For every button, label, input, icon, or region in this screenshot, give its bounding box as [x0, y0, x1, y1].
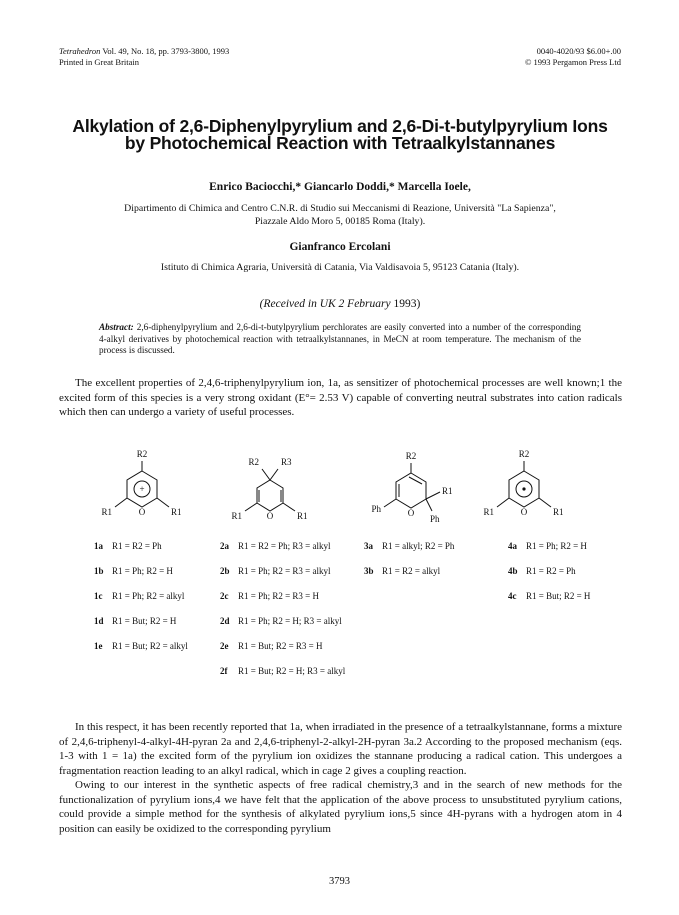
- compound-label: 3b: [364, 566, 374, 576]
- compound-label: 2b: [220, 566, 230, 576]
- s3-bottom-label: Ph: [430, 514, 440, 524]
- compound-def: R1 = Ph; R2 = H; R3 = alkyl: [238, 616, 342, 626]
- compound-def: R1 = R2 = Ph; R3 = alkyl: [238, 541, 331, 551]
- journal-name: Tetrahedron: [59, 46, 101, 56]
- compounds-col-4: [508, 540, 590, 615]
- compound-def: R1 = R2 = Ph: [526, 566, 576, 576]
- compound-label: 2c: [220, 591, 229, 601]
- authors-group-1: Enrico Baciocchi,* Giancarlo Doddi,* Marcella Ioele,: [209, 181, 471, 193]
- compound-label: 1b: [94, 566, 104, 576]
- compound-def: R1 = Ph; R2 = R3 = alkyl: [238, 566, 331, 576]
- compound-def: R1 = Ph; R2 = H: [112, 566, 173, 576]
- paragraph-2b: Owing to our interest in the synthetic aspects of free radical chemistry,3 and in the search of new methods for the functionalization of pyrylium ions,4 we have felt that the application of the above process to unsubstituted pyrylium cations, could provide a simple method for the synthesis of alkylated pyrylium ions,5 since 4H-pyrans with a hydrogen atom in 4 position can easily be oxidized to the corresponding pyrylium: [59, 779, 622, 835]
- journal-citation: Vol. 49, No. 18, pp. 3793-3800, 1993: [100, 46, 230, 56]
- s1-left-label: R1: [101, 507, 112, 517]
- compound-row: [94, 640, 188, 665]
- compound-row: [94, 590, 188, 615]
- compound-label: 1a: [94, 541, 103, 551]
- s2-left-label: R1: [231, 511, 242, 521]
- compound-def: R1 = R2 = alkyl: [382, 566, 441, 576]
- compound-row: [94, 615, 188, 640]
- s1-top-label: R2: [136, 449, 148, 459]
- compound-label: 2d: [220, 616, 230, 626]
- compound-def: R1 = Ph; R2 = alkyl: [112, 591, 185, 601]
- compound-label: 2a: [220, 541, 229, 551]
- compound-row: [220, 565, 345, 590]
- page-number: 3793: [329, 876, 350, 887]
- printed-in: Printed in Great Britain: [59, 57, 140, 67]
- s3-top-label: R2: [405, 451, 417, 461]
- compound-row: [364, 565, 454, 590]
- compounds-col-3: [364, 540, 454, 590]
- compound-row: [508, 565, 590, 590]
- s1-oxygen: O: [138, 507, 146, 517]
- received-year: 1993): [390, 298, 421, 310]
- received-text: (Received in UK 2 February: [259, 298, 391, 310]
- compound-row: [220, 640, 345, 665]
- authors-group-2: Gianfranco Ercolani: [289, 241, 391, 253]
- affiliation-1-line-2: Piazzale Aldo Moro 5, 00185 Roma (Italy).: [254, 216, 426, 227]
- compound-label: 1c: [94, 591, 103, 601]
- compound-label: 4a: [508, 541, 517, 551]
- compound-def: R1 = Ph; R2 = R3 = H: [238, 591, 319, 601]
- ring-2: [257, 480, 283, 511]
- radical-dot: [522, 487, 525, 490]
- compound-row: [220, 615, 345, 640]
- article-code: 0040-4020/93 $6.00+.00: [536, 46, 621, 56]
- compounds-col-2: [220, 540, 345, 690]
- copyright: © 1993 Pergamon Press Ltd: [524, 57, 621, 67]
- compound-row: [94, 565, 188, 590]
- compound-row: [508, 590, 590, 615]
- compound-def: R1 = But; R2 = H: [112, 616, 177, 626]
- paragraph-2a: In this respect, it has been recently reported that 1a, when irradiated in the presence of a tetraalkylstannane, forms a mixture of 2,4,6-triphenyl-4-alkyl-4H-pyran 2a and 2,4,6-triphenyl-2-alkyl-2H-pyran 3a.2 According to the proposed mechanism (eqs. 1-3 with 1 = 1a) the excited form of the pyrylium ion oxidizes the stannane producing a radical cation. This undergoes a fragmentation reaction leading to an alkyl radical, which in cage 2 gives a coupling reaction.: [59, 721, 622, 777]
- compound-def: R1 = But; R2 = H; R3 = alkyl: [238, 666, 346, 676]
- compound-def: R1 = But; R2 = alkyl: [112, 641, 188, 651]
- title-line-2: by Photochemical Reaction with Tetraalkylstannanes: [124, 133, 556, 153]
- compound-label: 2e: [220, 641, 229, 651]
- affiliation-1-line-1: Dipartimento di Chimica and Centro C.N.R. di Studio sui Meccanismi di Reazione, Università "La Sapienza",: [124, 203, 556, 214]
- compound-def: R1 = But; R2 = H: [526, 591, 591, 601]
- s2-right-label: R1: [297, 511, 308, 521]
- compound-label: 3a: [364, 541, 373, 551]
- abstract-text: 2,6-diphenylpyrylium and 2,6-di-t-butylpyrylium perchlorates are easily converted into a number of the corresponding 4-alkyl derivatives by photochemical reaction with tetraalkylstannanes, in MeCN at room temperature. The mechanism of the process is discussed.: [99, 322, 581, 355]
- abstract-label: Abstract:: [99, 322, 134, 332]
- compound-row: [220, 590, 345, 615]
- compounds-col-1: [94, 540, 188, 665]
- s3-oxygen: O: [407, 508, 415, 518]
- compound-row: [94, 540, 188, 565]
- title-line-1: Alkylation of 2,6-Diphenylpyrylium and 2,6-Di-t-butylpyrylium Ions: [72, 116, 608, 136]
- s3-left-label: Ph: [371, 504, 381, 514]
- compound-label: 2f: [220, 666, 228, 676]
- paragraph-1: The excellent properties of 2,4,6-triphenylpyrylium ion, 1a, as sensitizer of photochemical processes are well known;1 the excited form of this species is a very strong oxidant (E°= 2.53 V) capable of converting neutral substrates into cation radicals which then can undergo a variety of useful processes.: [59, 377, 622, 418]
- compound-label: 1e: [94, 641, 103, 651]
- compound-def: R1 = alkyl; R2 = Ph: [382, 541, 455, 551]
- s3-right-label: R1: [442, 486, 453, 496]
- affiliation-2: Istituto di Chimica Agraria, Università di Catania, Via Valdisavoia 5, 95123 Catania (Italy).: [160, 262, 520, 273]
- s1-charge: +: [139, 484, 145, 494]
- compound-label: 4b: [508, 566, 518, 576]
- s4-oxygen: O: [520, 507, 528, 517]
- s2-top-right-label: R3: [281, 457, 292, 467]
- compound-def: R1 = R2 = Ph: [112, 541, 162, 551]
- compound-row: [508, 540, 590, 565]
- compound-def: R1 = Ph; R2 = H: [526, 541, 587, 551]
- compound-row: [220, 665, 345, 690]
- compound-def: R1 = But; R2 = R3 = H: [238, 641, 323, 651]
- compound-row: [364, 540, 454, 565]
- s4-left-label: R1: [483, 507, 494, 517]
- s4-top-label: R2: [518, 449, 530, 459]
- s2-oxygen: O: [266, 511, 274, 521]
- compound-label: 4c: [508, 591, 517, 601]
- s4-right-label: R1: [553, 507, 564, 517]
- s1-right-label: R1: [171, 507, 182, 517]
- compound-row: [220, 540, 345, 565]
- paragraph-2: [59, 720, 622, 836]
- compound-label: 1d: [94, 616, 104, 626]
- s2-top-left-label: R2: [248, 457, 259, 467]
